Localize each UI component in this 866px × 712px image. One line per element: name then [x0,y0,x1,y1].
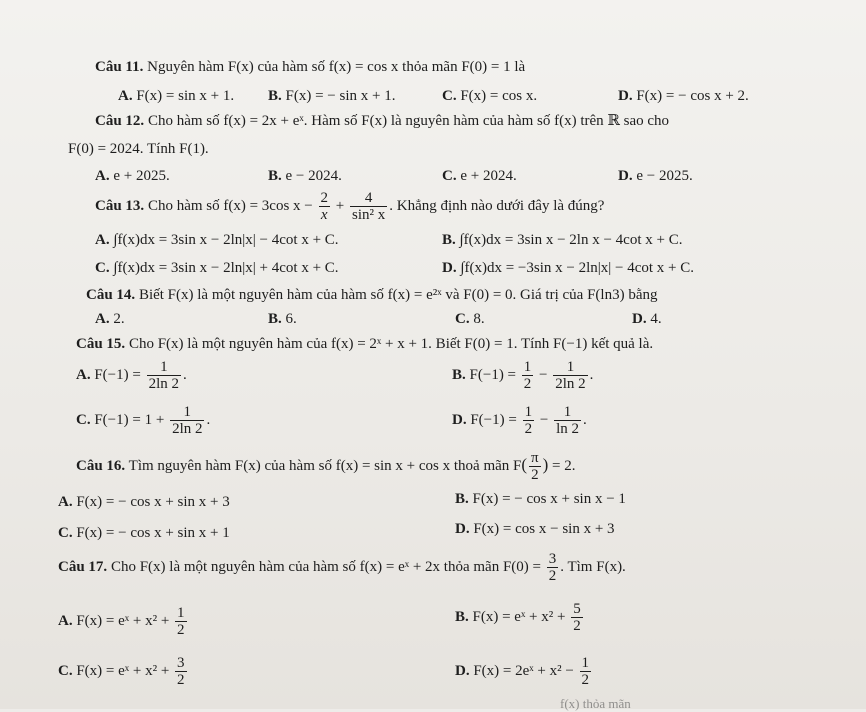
q17-option-c[interactable]: C. F(x) = eˣ + x² + $\frac{3}{2}$ [58,655,185,689]
q15-option-d[interactable]: D. F(−1) = $\frac{1}{2}$ − $\frac{1}{\ln 2}$ . [452,404,587,438]
q17-label: Câu 17. [58,559,108,575]
q12-stem-2: F(0) = 2024. Tính F(1). [68,141,209,157]
q15-stem: Câu 15. Cho F(x) là một nguyên hàm của f(x) = 2ˣ + x + 1. Biết F(0) = 1. Tính F(−1) kết quả là. [76,336,654,352]
q12-option-d[interactable]: D. e − 2025. [618,168,693,184]
q13-label: Câu 13. [95,198,145,214]
q16-option-d[interactable]: D. F(x) = cos x − sin x + 3 [455,521,615,537]
q16-pi-fraction: $\frac{\pi}{2}$ [531,450,539,484]
q16-option-a[interactable]: A. F(x) = − cos x + sin x + 3 [58,494,230,510]
q15-option-c[interactable]: C. F(−1) = 1 + $\frac{1}{2\ln 2}$ . [76,404,211,438]
q13-option-b[interactable]: B. ∫f(x)dx = 3sin x − 2ln x − 4cot x + C. [442,232,683,248]
q14-option-b[interactable]: B. 6. [268,311,297,327]
q17-stem: Câu 17. Cho F(x) là một nguyên hàm của hàm số f(x) = eˣ + 2x thỏa mãn F(0) = $\frac{3}{2}$ . Tìm F(x). [58,551,626,585]
q17-option-d[interactable]: D. F(x) = 2eˣ + x² − $\frac{1}{2}$ [455,655,590,689]
q12-option-c[interactable]: C. e + 2024. [442,168,517,184]
q14-option-a[interactable]: A. 2. [95,311,125,327]
q14-option-c[interactable]: C. 8. [455,311,485,327]
q11-option-c[interactable]: C. F(x) = cos x. [442,88,538,104]
q16-stem: Câu 16. Tìm nguyên hàm F(x) của hàm số f(x) = sin x + cos x thoả mãn F( $\frac{\pi}{2}$ ) = 2. [76,450,576,484]
q17-option-b[interactable]: B. F(x) = eˣ + x² + $\frac{5}{2}$ [455,601,581,635]
q13-option-d[interactable]: D. ∫f(x)dx = −3sin x − 2ln|x| − 4cot x + C. [442,260,694,276]
q14-label: Câu 14. [86,287,136,303]
q17-fraction: $\frac{3}{2}$ [548,551,557,585]
cut-off-text: f(x) thỏa mãn [560,696,631,711]
q12-option-a[interactable]: A. e + 2025. [95,168,170,184]
q14-option-d[interactable]: D. 4. [632,311,662,327]
q13-option-a[interactable]: A. ∫f(x)dx = 3sin x − 2ln|x| − 4cot x + C. [95,232,339,248]
q12-option-b[interactable]: B. e − 2024. [268,168,342,184]
q16-option-c[interactable]: C. F(x) = − cos x + sin x + 1 [58,525,230,541]
q11-label: Câu 11. [95,59,144,75]
q17-option-a[interactable]: A. F(x) = eˣ + x² + $\frac{1}{2}$ [58,605,185,639]
q13-option-c[interactable]: C. ∫f(x)dx = 3sin x − 2ln|x| + 4cot x + C. [95,260,339,276]
q15-option-b[interactable]: B. F(−1) = $\frac{1}{2}$ − $\frac{1}{2\ln 2}$ . [452,359,594,393]
q11-option-a[interactable]: A. F(x) = sin x + 1. [118,88,235,104]
q12-stem: Câu 12. Cho hàm số f(x) = 2x + eˣ. Hàm số F(x) là nguyên hàm của hàm số f(x) trên ℝ sao cho [95,113,670,129]
q11-option-b[interactable]: B. F(x) = − sin x + 1. [268,88,396,104]
q16-label: Câu 16. [76,458,126,474]
q13-stem: Câu 13. Cho hàm số f(x) = 3cos x − $\frac{2}{x}$ + $\frac{4}{\text{sin² x}}$ . Khẳng định nào dưới đây là đúng? [95,190,605,224]
q15-label: Câu 15. [76,336,126,352]
q13-fraction-2: $\frac{4}{\text{sin² x}}$ [351,190,386,224]
q11-option-d[interactable]: D. F(x) = − cos x + 2. [618,88,749,104]
q13-fraction-1: $\frac{2}{x}$ [320,190,329,224]
q16-option-b[interactable]: B. F(x) = − cos x + sin x − 1 [455,491,626,507]
q15-option-a[interactable]: A. F(−1) = $\frac{1}{2\ln 2}$ . [76,359,187,393]
q11-stem [95,58,525,76]
q11-stem-text: Nguyên hàm F(x) của hàm số f(x) = cos x thỏa mãn F(0) = 1 là [147,59,526,75]
q14-stem: Câu 14. Biết F(x) là một nguyên hàm của hàm số f(x) = e²ˣ và F(0) = 0. Giá trị của F(ln3) bằng [86,287,658,303]
q12-label: Câu 12. [95,113,145,129]
